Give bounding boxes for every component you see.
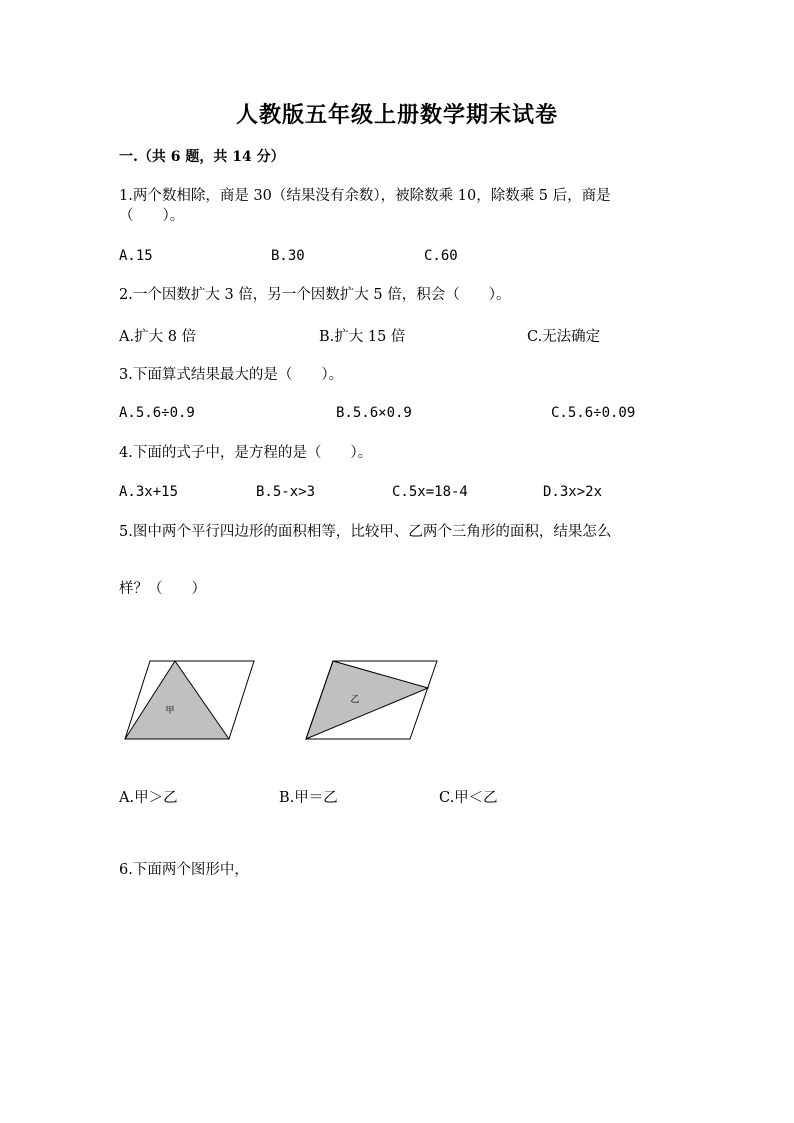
question-4-option-b[interactable]: B.5-x>3 [256,484,316,500]
question-1-text-cont: （ ）。 [119,208,185,224]
question-5-option-b[interactable]: B.甲＝乙 [279,790,338,806]
question-1-option-c[interactable]: C.60 [424,248,458,264]
question-1-text: 1.两个数相除，商是 30（结果没有余数），被除数乘 10，除数乘 5 后，商是 [119,188,611,204]
question-3-option-a[interactable]: A.5.6÷0.9 [119,405,195,421]
parallelogram-yi [306,661,437,739]
question-5-option-c[interactable]: C.甲＜乙 [439,790,498,806]
question-4-option-d[interactable]: D.3x>2x [543,484,603,500]
question-5-option-a[interactable]: A.甲＞乙 [119,790,178,806]
question-4-option-a[interactable]: A.3x+15 [119,484,179,500]
question-3-option-b[interactable]: B.5.6×0.9 [336,405,412,421]
question-6-text: 6.下面两个图形中， [119,862,249,878]
triangle-jia [125,661,229,739]
question-5-text: 5.图中两个平行四边形的面积相等，比较甲、乙两个三角形的面积，结果怎么 [119,524,612,540]
question-1-option-b[interactable]: B.30 [271,248,305,264]
question-2-option-c[interactable]: C.无法确定 [527,329,601,345]
question-3-option-c[interactable]: C.5.6÷0.09 [551,405,636,421]
question-4-text: 4.下面的式子中，是方程的是（ ）。 [119,445,373,461]
question-1-option-a[interactable]: A.15 [119,248,153,264]
triangle-yi [306,661,428,739]
question-2-text: 2.一个因数扩大 3 倍，另一个因数扩大 5 倍，积会（ ）。 [119,287,511,303]
page-title: 人教版五年级上册数学期末试卷 [235,102,558,128]
question-2-option-b[interactable]: B.扩大 15 倍 [319,329,406,345]
question-3-text: 3.下面算式结果最大的是（ ）。 [119,367,344,383]
question-5-text-cont: 样？（ ） [119,581,206,597]
parallelogram-jia [125,661,254,739]
label-jia: 甲 [165,706,175,716]
section-header: 一.（共 6 题，共 14 分） [119,149,285,165]
question-4-option-c[interactable]: C.5x=18-4 [392,484,468,500]
label-yi: 乙 [350,695,360,705]
question-2-option-a[interactable]: A.扩大 8 倍 [119,329,197,345]
